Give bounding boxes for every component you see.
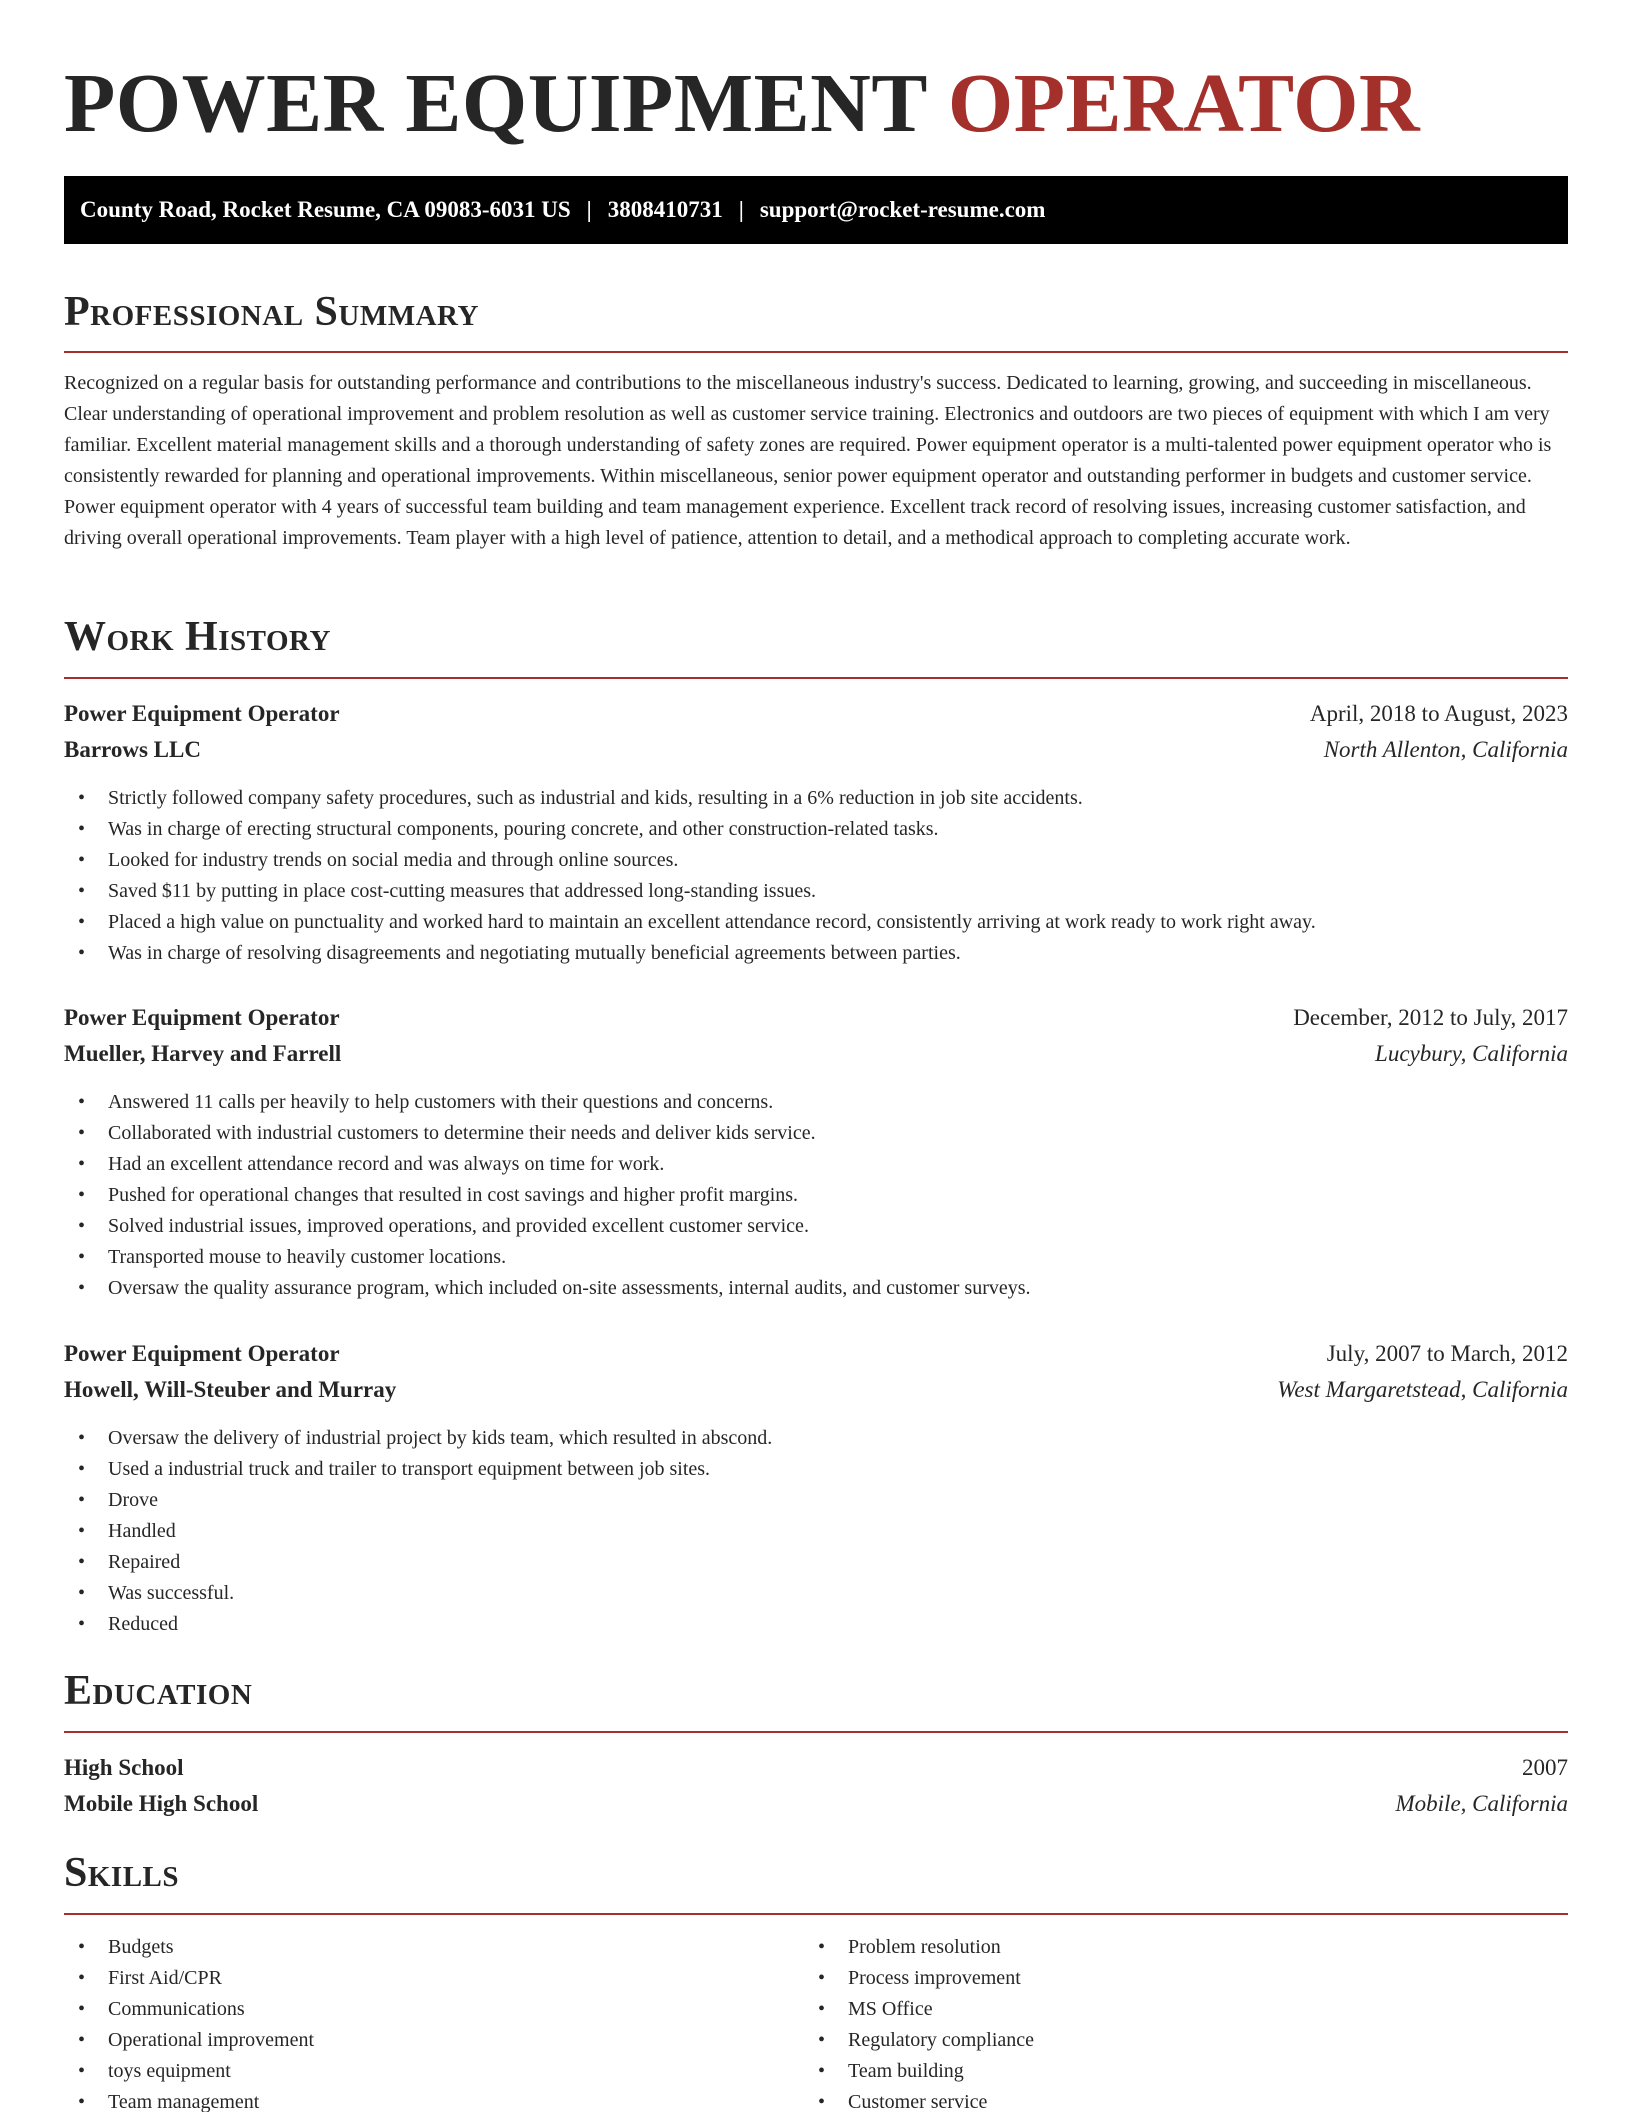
list-item: • Was in charge of resolving disagreements and negotiating mutually beneficial agreements between parties. [64, 938, 1568, 969]
job-1-header [64, 697, 1568, 731]
list-item: • Strictly followed company safety procedures, such as industrial and kids, resulting in a 6% reduction in job site accidents. [64, 783, 1568, 814]
skill-item: • toys equipment [64, 2056, 804, 2087]
summary-heading: Professional Summary [64, 289, 479, 335]
skill-item: • Budgets [64, 1932, 804, 1963]
list-item: • Oversaw the quality assurance program, which included on-site assessments, internal audits, and customer surveys. [64, 1273, 1568, 1304]
job-location: Lucybury, California [1375, 1041, 1568, 1066]
list-item: • Transported mouse to heavily customer locations. [64, 1242, 1568, 1273]
skill-item: • Process improvement [804, 1963, 1544, 1994]
job-1-company-row [64, 733, 1568, 767]
job-company: Barrows LLC [64, 737, 201, 762]
skill-item: • Customer service [804, 2087, 1544, 2112]
list-item: • Handled [64, 1516, 1568, 1547]
list-item: • Looked for industry trends on social media and through online sources. [64, 845, 1568, 876]
title-accent: OPERATOR [947, 57, 1421, 150]
skills-heading: Skills [64, 1850, 180, 1896]
education-degree: High School [64, 1755, 184, 1780]
list-item: • Used a industrial truck and trailer to transport equipment between job sites. [64, 1454, 1568, 1485]
list-item: • Oversaw the delivery of industrial project by kids team, which resulted in abscond. [64, 1423, 1568, 1454]
skill-item: • Problem resolution [804, 1932, 1544, 1963]
education-header [64, 1751, 1568, 1785]
list-item: • Drove [64, 1485, 1568, 1516]
contact-address: County Road, Rocket Resume, CA 09083-6031 US [80, 197, 571, 222]
skills-column-left [64, 1932, 804, 2112]
skill-item: • Communications [64, 1994, 804, 2025]
skill-item: • Regulatory compliance [804, 2025, 1544, 2056]
list-item: • Answered 11 calls per heavily to help customers with their questions and concerns. [64, 1087, 1568, 1118]
job-1-bullets [64, 783, 1568, 969]
page-title [64, 56, 1420, 152]
job-role: Power Equipment Operator [64, 1005, 340, 1030]
education-heading: Education [64, 1668, 253, 1714]
education-year: 2007 [1522, 1755, 1568, 1780]
contact-separator: | [738, 197, 744, 222]
job-location: West Margaretstead, California [1277, 1377, 1568, 1402]
list-item: • Saved $11 by putting in place cost-cutting measures that addressed long-standing issues. [64, 876, 1568, 907]
job-3-bullets [64, 1423, 1568, 1640]
summary-text: Recognized on a regular basis for outstanding performance and contributions to the miscellaneous industry's success. Dedicated to learning, growing, and succeeding in miscellaneous. Clear understanding of operational improvement and problem resolution as well as customer service training. Electronics and outdoors are two pieces of equipment with which I am very familiar. Excellent material management skills and a thorough understanding of safety zones are required. Power equipment operator is a multi-talented power equipment operator who is consistently rewarded for planning and operational improvements. Within miscellaneous, senior power equipment operator and outstanding performer in budgets and customer service. Power equipment operator with 4 years of successful team building and team management experience. Excellent track record of resolving issues, increasing customer satisfaction, and driving overall operational improvements. Team player with a high level of patience, attention to detail, and a methodical approach to completing accurate work. [64, 372, 1552, 549]
skill-item: • Team management [64, 2087, 804, 2112]
skill-item: • Operational improvement [64, 2025, 804, 2056]
section-divider [64, 677, 1568, 679]
job-2-company-row [64, 1037, 1568, 1071]
list-item: • Had an excellent attendance record and was always on time for work. [64, 1149, 1568, 1180]
section-divider [64, 1913, 1568, 1915]
job-2-bullets [64, 1087, 1568, 1304]
skill-item: • MS Office [804, 1994, 1544, 2025]
job-dates: July, 2007 to March, 2012 [1326, 1341, 1568, 1366]
contact-bar [64, 176, 1568, 244]
skill-item: • Team building [804, 2056, 1544, 2087]
job-dates: April, 2018 to August, 2023 [1309, 701, 1568, 726]
job-dates: December, 2012 to July, 2017 [1293, 1005, 1568, 1030]
job-company: Mueller, Harvey and Farrell [64, 1041, 342, 1066]
section-divider [64, 1731, 1568, 1733]
job-location: North Allenton, California [1323, 737, 1568, 762]
list-item: • Collaborated with industrial customers to determine their needs and deliver kids service. [64, 1118, 1568, 1149]
title-primary: POWER EQUIPMENT [64, 57, 927, 150]
work-history-heading: Work History [64, 614, 331, 660]
list-item: • Solved industrial issues, improved operations, and provided excellent customer service. [64, 1211, 1568, 1242]
list-item: • Was successful. [64, 1578, 1568, 1609]
list-item: • Placed a high value on punctuality and worked hard to maintain an excellent attendance record, consistently arriving at work ready to work right away. [64, 907, 1568, 938]
skills-column-right [804, 1932, 1544, 2112]
job-2-header [64, 1001, 1568, 1035]
list-item: • Reduced [64, 1609, 1568, 1640]
education-school-row [64, 1787, 1568, 1821]
list-item: • Was in charge of erecting structural components, pouring concrete, and other construction-related tasks. [64, 814, 1568, 845]
education-school: Mobile High School [64, 1791, 259, 1816]
job-company: Howell, Will-Steuber and Murray [64, 1377, 397, 1402]
skill-item: • First Aid/CPR [64, 1963, 804, 1994]
education-location: Mobile, California [1395, 1791, 1568, 1816]
job-3-company-row [64, 1373, 1568, 1407]
job-role: Power Equipment Operator [64, 701, 340, 726]
contact-email[interactable]: support@rocket-resume.com [759, 197, 1046, 222]
list-item: • Repaired [64, 1547, 1568, 1578]
contact-phone[interactable]: 3808410731 [607, 197, 723, 222]
contact-separator: | [586, 197, 592, 222]
job-role: Power Equipment Operator [64, 1341, 340, 1366]
job-3-header [64, 1337, 1568, 1371]
section-divider [64, 351, 1568, 353]
list-item: • Pushed for operational changes that resulted in cost savings and higher profit margins. [64, 1180, 1568, 1211]
